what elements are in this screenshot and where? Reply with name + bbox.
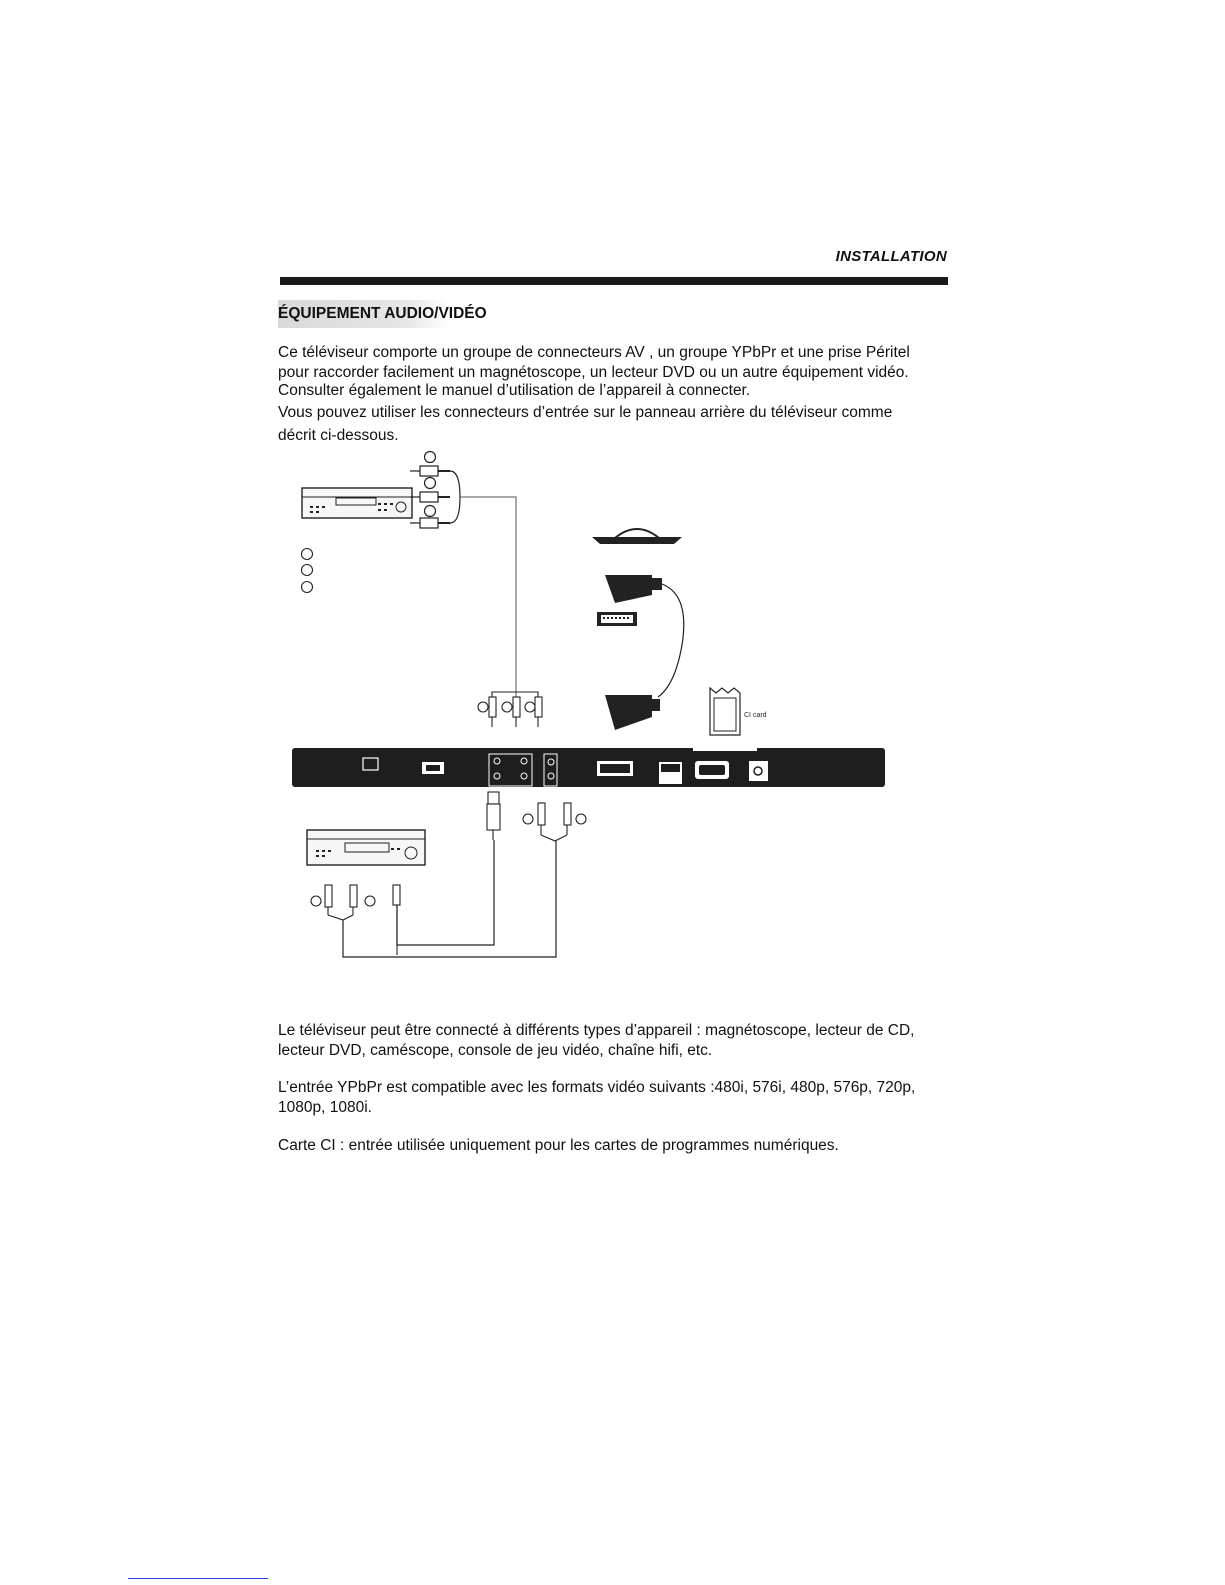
scart-socket-icon [597, 612, 637, 626]
note-devices-line-2: lecteur DVD, caméscope, console de jeu vidéo, chaîne hifi, etc. [278, 1042, 713, 1059]
rca-plugs-top-icon [410, 452, 460, 529]
note-ypbpr-line-1: L’entrée YPbPr est compatible avec les formats vidéo suivants :480i, 576i, 480p, 576p, 720p, [278, 1079, 916, 1096]
note-devices-line-1: Le téléviseur peut être connecté à différents types d’appareil : magnétoscope, lecteur de CD, [278, 1022, 915, 1039]
ci-card-label: CI card [744, 712, 767, 719]
intro-line-2: pour raccorder facilement un magnétoscope, un lecteur DVD ou un autre équipement vidéo. [278, 364, 909, 381]
dvd-player-top-icon [302, 488, 412, 518]
section-title: ÉQUIPEMENT AUDIO/VIDÉO [278, 305, 487, 322]
note-ypbpr-line-2: 1080p, 1080i. [278, 1099, 372, 1116]
tv-icon [592, 529, 682, 544]
rca-plugs-panel-top-icon [478, 692, 542, 727]
scart-cable [658, 584, 684, 697]
section-header-label: INSTALLATION [835, 248, 947, 265]
note-ci-card: Carte CI : entrée utilisée uniquement pour les cartes de programmes numériques. [278, 1137, 839, 1154]
intro-line-1: Ce téléviseur comporte un groupe de connecteurs AV , un groupe YPbPr et une prise Péritel [278, 344, 910, 361]
connection-diagram [270, 445, 950, 985]
ci-card-icon [710, 688, 740, 735]
dvd-player-bottom-icon [307, 830, 425, 865]
intro-line-5: décrit ci-dessous. [278, 427, 399, 444]
header-rule [280, 277, 948, 285]
section-title-box [278, 300, 487, 328]
tv-rear-panel [292, 747, 885, 787]
rca-plugs-bottom-left-icon [311, 885, 400, 955]
footer-rule [128, 1578, 268, 1579]
legend-circles [302, 549, 313, 593]
intro-line-4: Vous pouvez utiliser les connecteurs d’entrée sur le panneau arrière du téléviseur comme [278, 404, 893, 421]
av-cable [460, 497, 516, 700]
intro-line-3: Consulter également le manuel d’utilisation de l’appareil à connecter. [278, 382, 751, 399]
scart-plug-top-icon [605, 575, 662, 603]
scart-plug-bottom-icon [605, 695, 660, 730]
rca-plugs-bottom-right-icon [523, 803, 586, 841]
svideo-plug-icon [487, 792, 500, 840]
